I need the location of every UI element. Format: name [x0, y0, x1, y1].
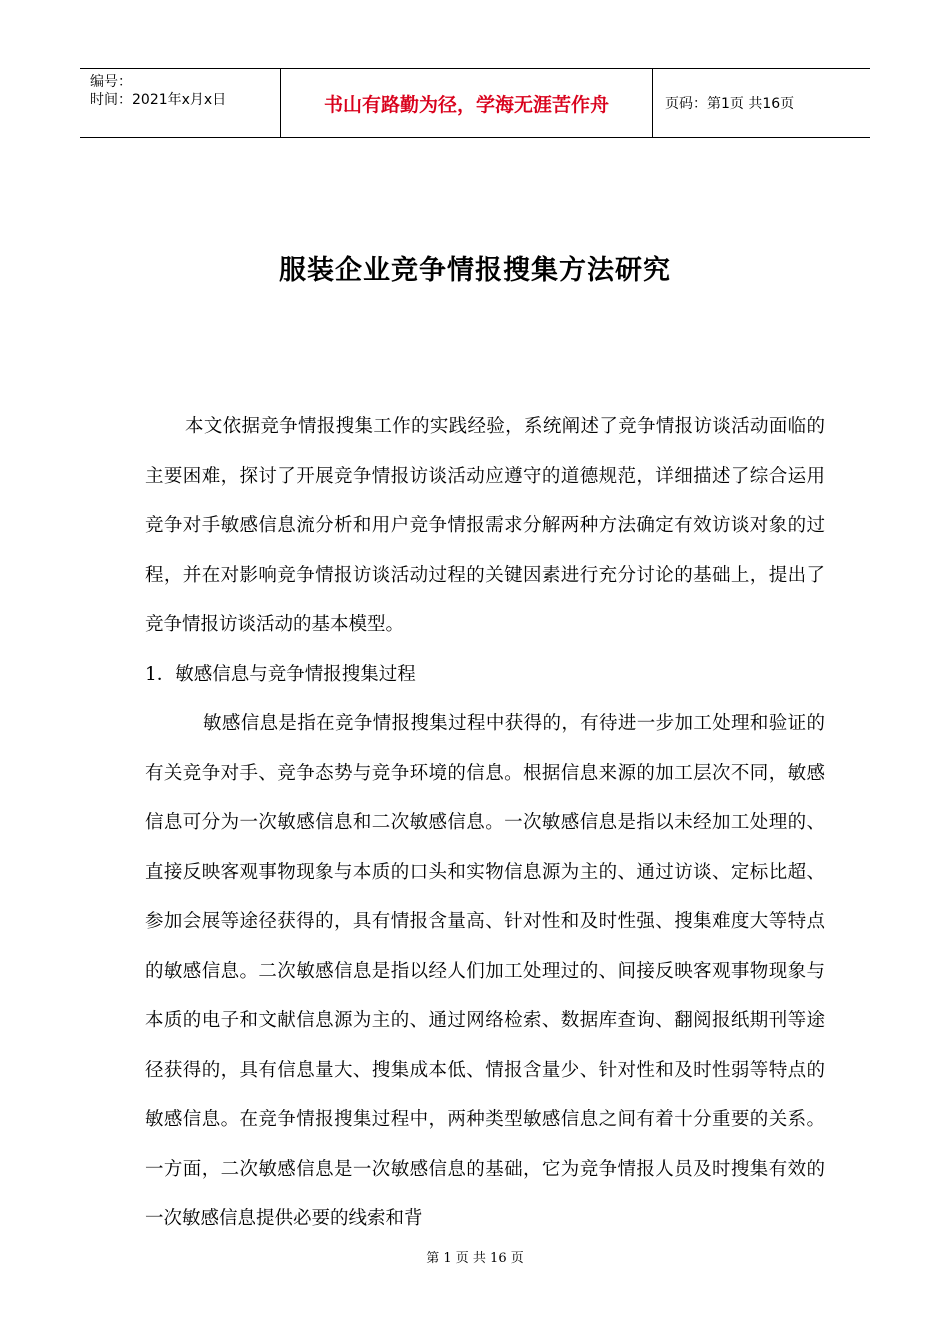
number-label: 编号： [90, 74, 132, 90]
abstract-paragraph: 本文依据竞争情报搜集工作的实践经验，系统阐述了竞争情报访谈活动面临的主要困难，探讨了开展竞争情报访谈活动应遵守的道德规范，详细描述了综合运用竞争对手敏感信息流分析和用户竞争情报需求分解两种方法确定有效访谈对象的过程，并在对影响竞争情报访谈活动过程的关键因素进行充分讨论的基础上，提出了竞争情报访谈活动的基本模型。 [145, 416, 825, 635]
document-body [145, 402, 825, 1244]
document-title: 服装企业竞争情报搜集方法研究 [279, 255, 671, 286]
section-heading: 1．敏感信息与竞争情报搜集过程 [145, 663, 416, 685]
header-motto-cell [281, 69, 653, 137]
header-page-cell [653, 69, 870, 137]
header-table [80, 68, 870, 138]
section-paragraph: 敏感信息是指在竞争情报搜集过程中获得的，有待进一步加工处理和验证的有关竞争对手、竞争态势与竞争环境的信息。根据信息来源的加工层次不同，敏感信息可分为一次敏感信息和二次敏感信息。一次敏感信息是指以未经加工处理的、直接反映客观事物现象与本质的口头和实物信息源为主的、通过访谈、定标比超、参加会展等途径获得的，具有情报含量高、针对性和及时性强、搜集难度大等特点的敏感信息。二次敏感信息是指以经人们加工处理过的、间接反映客观事物现象与本质的电子和文献信息源为主的、通过网络检索、数据库查询、翻阅报纸期刊等途径获得的，具有信息量大、搜集成本低、情报含量少、针对性和及时性弱等特点的敏感信息。在竞争情报搜集过程中，两种类型敏感信息之间有着十分重要的关系。一方面，二次敏感信息是一次敏感信息的基础，它为竞争情报人员及时搜集有效的一次敏感信息提供必要的线索和背 [145, 713, 825, 1229]
page-info: 页码：第1页 共16页 [665, 96, 795, 112]
motto-text: 书山有路勤为径，学海无涯苦作舟 [323, 93, 609, 116]
time-label: 时间：2021年x月x日 [90, 92, 227, 108]
page-footer: 第 1 页 共 16 页 [426, 1251, 524, 1266]
header-meta-cell [80, 69, 281, 137]
